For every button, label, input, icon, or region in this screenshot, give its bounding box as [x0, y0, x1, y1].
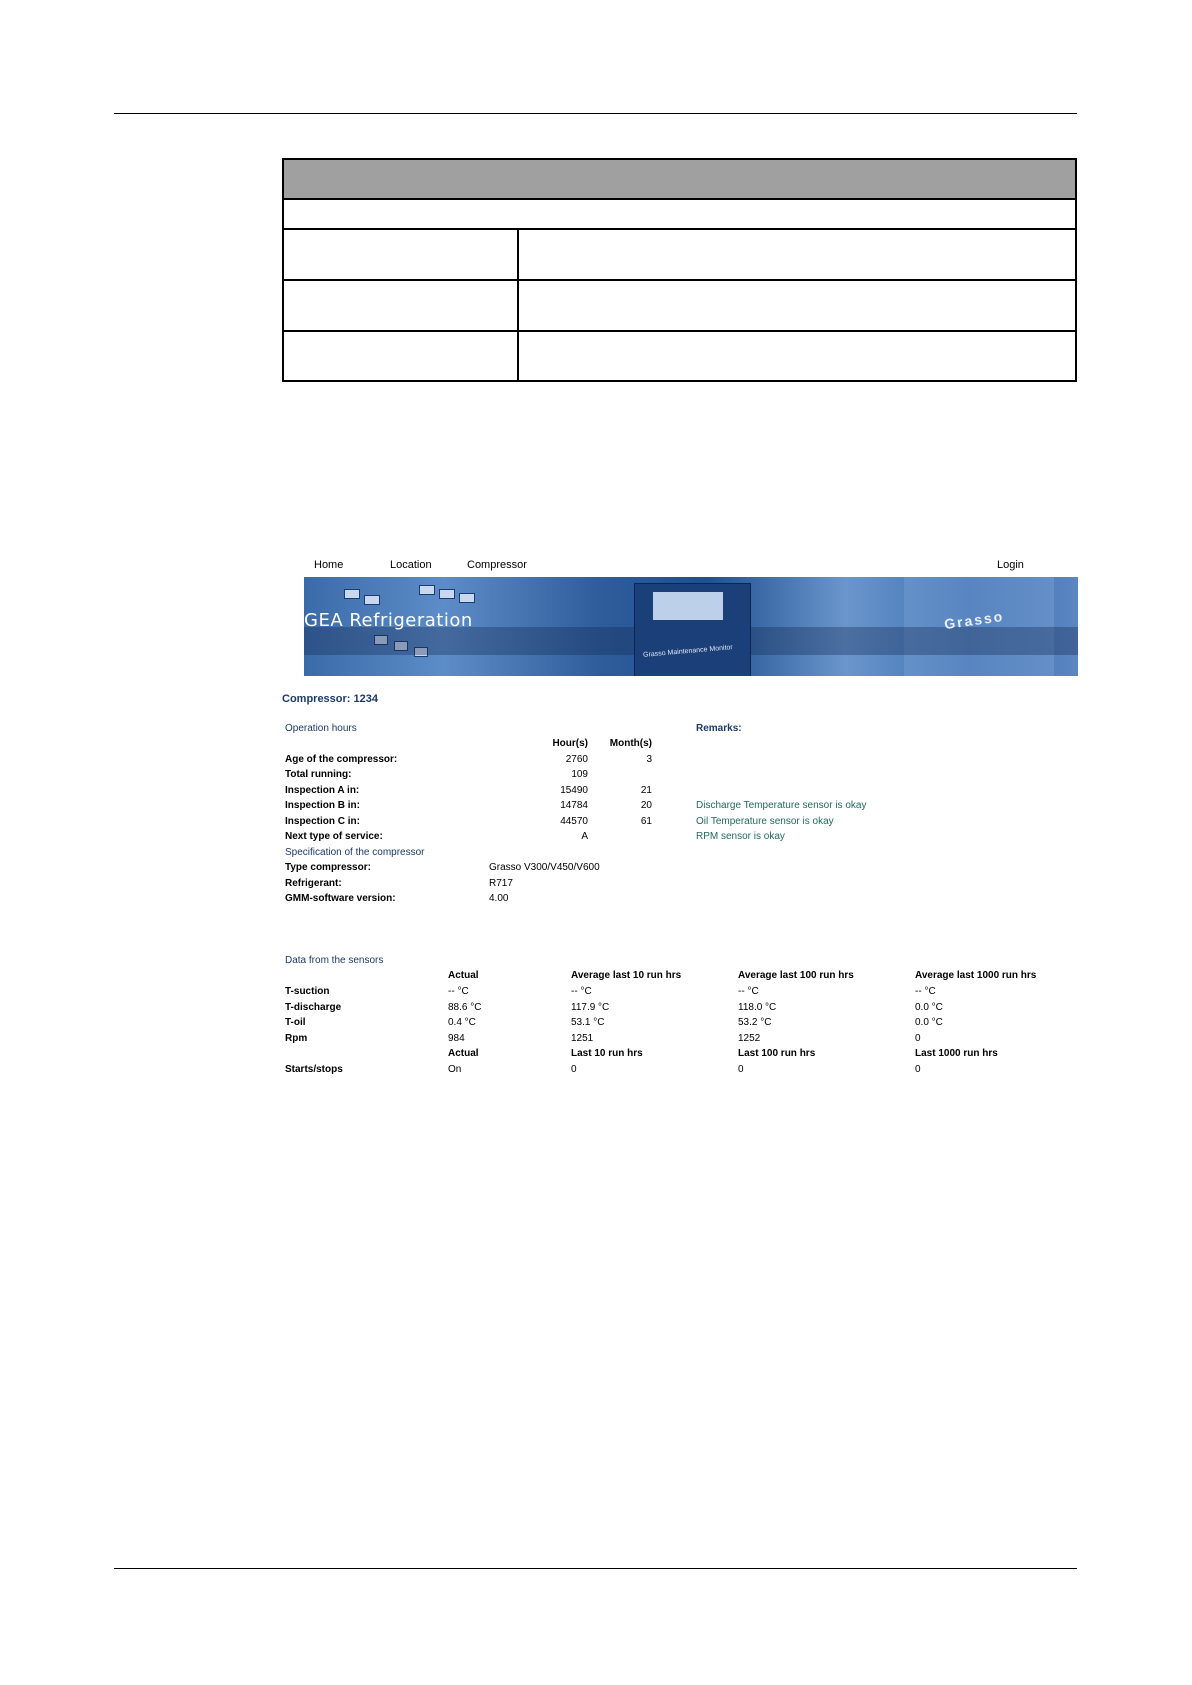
- months-column-header: Month(s): [609, 738, 652, 749]
- sensor-value: 117.9 °C: [571, 1002, 610, 1013]
- spec-row-value: R717: [489, 878, 513, 889]
- sensors-heading: Data from the sensors: [285, 955, 384, 966]
- monitor-screen: [653, 592, 723, 620]
- operation-row-months: 61: [640, 816, 652, 827]
- nav-home-link[interactable]: Home: [314, 559, 344, 571]
- table-cell: [519, 281, 1075, 330]
- spec-row-label: GMM-software version:: [285, 893, 396, 904]
- sensor-value: 0.0 °C: [915, 1017, 943, 1028]
- page-title: Compressor: 1234: [282, 693, 378, 705]
- table-row: [284, 332, 1075, 380]
- sensors-column-header: Average last 10 run hrs: [571, 970, 682, 981]
- top-nav: [282, 550, 1078, 578]
- sensor-row-label: Rpm: [285, 1033, 308, 1044]
- app-screenshot: [282, 550, 1078, 1090]
- sensors-column-header: Actual: [448, 970, 479, 981]
- remark-item: Discharge Temperature sensor is okay: [696, 800, 867, 811]
- table-cell: [284, 281, 519, 330]
- grasso-logo: Grasso: [943, 607, 1006, 633]
- sensor-value: 0.4 °C: [448, 1017, 476, 1028]
- sensor-value: -- °C: [738, 986, 759, 997]
- remark-item: RPM sensor is okay: [696, 831, 785, 842]
- remark-item: Oil Temperature sensor is okay: [696, 816, 834, 827]
- banner-decoration: [439, 589, 455, 599]
- table-cell: [284, 230, 519, 279]
- banner-decoration: [364, 595, 380, 605]
- sensor-value: 0: [571, 1064, 577, 1075]
- operation-row-label: Total running:: [285, 769, 352, 780]
- table-header-row: [284, 160, 1075, 200]
- banner-decoration: [459, 593, 475, 603]
- sensor-row-label: T-suction: [285, 986, 330, 997]
- sensor-value: -- °C: [571, 986, 592, 997]
- header-rule: [114, 113, 1077, 114]
- sensor-value: 984: [448, 1033, 465, 1044]
- sensor-value: 0: [915, 1033, 921, 1044]
- sensor-value: On: [448, 1064, 462, 1075]
- spec-row-value: Grasso V300/V450/V600: [489, 862, 600, 873]
- sensor-value: 118.0 °C: [738, 1002, 777, 1013]
- nav-compressor-link[interactable]: Compressor: [467, 559, 527, 571]
- operation-row-label: Age of the compressor:: [285, 754, 398, 765]
- banner-decoration: [419, 585, 435, 595]
- table-row: [284, 281, 1075, 332]
- table-cell: [519, 332, 1075, 380]
- table-cell: [284, 332, 519, 380]
- operation-row-hours: 44570: [560, 816, 588, 827]
- sensor-row-label: T-discharge: [285, 1002, 342, 1013]
- operation-row-months: 21: [640, 785, 652, 796]
- sensors-column-header: Average last 1000 run hrs: [915, 970, 1037, 981]
- banner-title: GEA Refrigeration: [304, 610, 473, 631]
- sensor-value: -- °C: [915, 986, 936, 997]
- sensor-value: -- °C: [448, 986, 469, 997]
- remarks-heading: Remarks:: [696, 723, 742, 734]
- operation-row-months: 20: [640, 800, 652, 811]
- monitor-image: [634, 583, 751, 676]
- monitor-label: Grasso Maintenance Monitor: [642, 644, 734, 659]
- empty-table: [282, 158, 1077, 382]
- sensor-value: 0.0 °C: [915, 1002, 943, 1013]
- sensor-value: 0: [738, 1064, 744, 1075]
- sensor-row-label: Starts/stops: [285, 1064, 343, 1075]
- operation-row-label: Next type of service:: [285, 831, 383, 842]
- operation-row-months: 3: [646, 754, 652, 765]
- sensors-column-header: Average last 100 run hrs: [738, 970, 854, 981]
- spec-row-label: Type compressor:: [285, 862, 371, 873]
- operation-row-label: Inspection C in:: [285, 816, 360, 827]
- nav-login-link[interactable]: Login: [997, 559, 1024, 571]
- sensor-value: 1251: [571, 1033, 594, 1044]
- operation-row-hours: 109: [571, 769, 588, 780]
- table-cell: [519, 230, 1075, 279]
- sensors-column-header: Last 10 run hrs: [571, 1048, 643, 1059]
- operation-row-hours: 2760: [565, 754, 588, 765]
- hours-column-header: Hour(s): [552, 738, 588, 749]
- sensor-value: 88.6 °C: [448, 1002, 482, 1013]
- spec-row-label: Refrigerant:: [285, 878, 342, 889]
- spec-row-value: 4.00: [489, 893, 509, 904]
- sensors-column-header: Actual: [448, 1048, 479, 1059]
- spec-heading: Specification of the compressor: [285, 847, 425, 858]
- banner-decoration: [344, 589, 360, 599]
- sensors-column-header: Last 100 run hrs: [738, 1048, 816, 1059]
- sensor-row-label: T-oil: [285, 1017, 306, 1028]
- operation-row-hours: 15490: [560, 785, 588, 796]
- table-row: [284, 230, 1075, 281]
- sensor-value: 1252: [738, 1033, 761, 1044]
- sensor-value: 53.1 °C: [571, 1017, 605, 1028]
- operation-row-label: Inspection A in:: [285, 785, 360, 796]
- sensor-value: 0: [915, 1064, 921, 1075]
- table-subheader-row: [284, 200, 1075, 230]
- footer-rule: [114, 1568, 1077, 1569]
- operation-row-hours: A: [581, 831, 588, 842]
- operation-row-hours: 14784: [560, 800, 588, 811]
- operation-heading: Operation hours: [285, 723, 357, 734]
- sensors-column-header: Last 1000 run hrs: [915, 1048, 998, 1059]
- header-banner: [304, 577, 1078, 676]
- nav-location-link[interactable]: Location: [390, 559, 432, 571]
- sensor-value: 53.2 °C: [738, 1017, 772, 1028]
- operation-row-label: Inspection B in:: [285, 800, 360, 811]
